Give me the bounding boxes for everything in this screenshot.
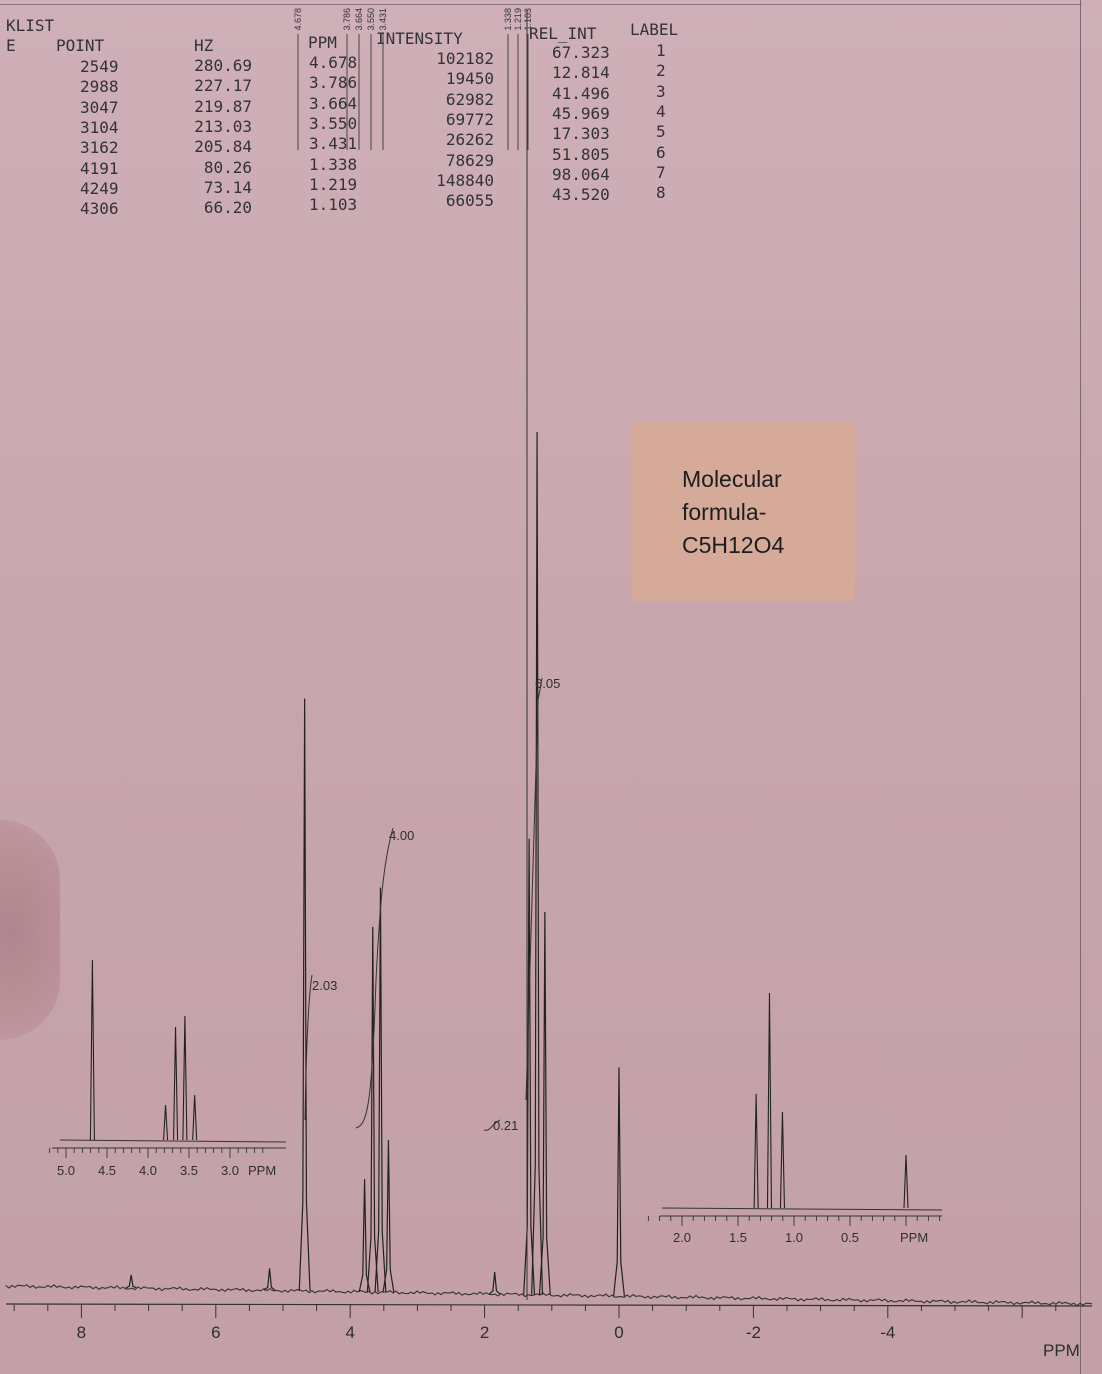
inset1-baseline	[60, 1140, 286, 1142]
spectrum-peak-6	[524, 839, 535, 1295]
peak-row-1-rel-int: 67.323	[552, 43, 610, 62]
peak-row-7-label: 7	[656, 162, 666, 182]
spectrum-peak-11	[264, 1268, 275, 1290]
peak-row-6-label: 6	[656, 142, 666, 162]
peak-row-8-hz: 66.20	[203, 198, 252, 218]
inset2-peak-3	[780, 1112, 784, 1208]
peaklist-title: KLIST	[6, 16, 55, 35]
peak-row-7-ppm: 1.219	[309, 174, 358, 194]
inset1-tick-label: 5.0	[56, 1163, 76, 1178]
peak-row-8-intensity: 66055	[445, 191, 494, 211]
spectrum-peak-9	[614, 1067, 625, 1296]
peak-row-6-rel-int: 51.805	[552, 144, 610, 164]
peak-row-1-ppm: 4.678	[309, 53, 358, 72]
peak-row-3-ppm: 3.664	[309, 93, 358, 113]
peak-row-8-label: 8	[656, 183, 666, 203]
peak-pick-tick-label-2: 3.786	[342, 8, 352, 31]
x-tick-label-minus4: -4	[880, 1323, 896, 1342]
x-axis-line	[6, 1304, 1092, 1306]
col-header-rel-int: REL_INT	[529, 24, 597, 43]
peak-pick-tick-label-5: 3.431	[378, 8, 388, 31]
spectrum-peak-10	[126, 1275, 137, 1288]
peak-row-1-intensity: 102182	[436, 49, 494, 68]
peak-row-7-hz: 73.14	[203, 177, 252, 197]
inset1-peak-4	[183, 1016, 187, 1140]
peak-pick-tick-label-4: 3.550	[366, 8, 376, 31]
col-header-ppm: PPM	[308, 33, 337, 52]
peaklist-title-fragment: E	[6, 36, 16, 55]
peak-row-4-label: 4	[656, 101, 666, 121]
peak-row-8-point: 4306	[80, 199, 119, 219]
inset2-baseline	[662, 1208, 942, 1210]
peak-row-2-rel-int: 12.814	[552, 63, 610, 83]
peak-row-5-point: 3162	[80, 138, 119, 158]
spectrum-peak-1	[299, 699, 310, 1291]
integral-label-4: 6.05	[535, 676, 561, 691]
x-tick-label-minus2: -2	[745, 1323, 761, 1342]
x-axis-label: PPM	[1043, 1341, 1080, 1360]
inset2-peak-2	[767, 993, 771, 1208]
integral-label-2: 4.00	[389, 828, 415, 843]
inset1-tick-label: 3.0	[220, 1163, 240, 1178]
peak-row-4-intensity: 69772	[445, 109, 494, 129]
peak-row-3-label: 3	[656, 81, 666, 101]
x-tick-label-4: 4	[345, 1323, 355, 1342]
integral-curve-2	[356, 828, 393, 1128]
peak-row-5-intensity: 26262	[445, 130, 494, 150]
x-tick-label-6: 6	[211, 1323, 221, 1342]
inset2-peak-4	[904, 1155, 908, 1208]
peak-row-4-hz: 213.03	[194, 116, 252, 136]
inset2-tick-label: 1.0	[784, 1230, 804, 1245]
peak-row-2-ppm: 3.786	[309, 73, 358, 93]
peak-row-1-point: 2549	[80, 57, 119, 76]
inset1-peak-1	[90, 960, 94, 1140]
spectrum-peak-4	[375, 888, 386, 1293]
col-header-hz: HZ	[194, 36, 214, 55]
inset2-tick-label: 1.5	[728, 1230, 748, 1245]
peak-row-4-rel-int: 45.969	[552, 103, 610, 123]
col-header-intensity: INTENSITY	[376, 29, 463, 48]
peak-pick-tick-label-7: 1.219	[513, 8, 523, 31]
x-tick-label-2: 2	[479, 1323, 490, 1342]
peak-row-2-intensity: 19450	[445, 69, 494, 89]
peak-row-3-rel-int: 41.496	[552, 83, 610, 103]
spectrum-baseline	[6, 1285, 1092, 1306]
inset2-axis-label: PPM	[900, 1230, 929, 1245]
x-tick-label-0: 0	[614, 1323, 624, 1342]
peak-row-6-point: 4191	[80, 158, 119, 178]
peak-row-5-label: 5	[656, 122, 666, 142]
spectrum-peak-12	[489, 1272, 500, 1294]
peak-row-5-hz: 205.84	[194, 137, 252, 157]
peak-pick-tick-label-3: 3.664	[354, 8, 364, 31]
inset1-peak-5	[193, 1095, 197, 1140]
peak-row-1-hz: 280.69	[194, 56, 252, 75]
inset1-axis-label: PPM	[248, 1163, 277, 1178]
peak-row-5-rel-int: 17.303	[552, 124, 610, 144]
peak-row-3-hz: 219.87	[194, 96, 252, 116]
inset2-tick-label: 2.0	[672, 1230, 692, 1245]
peak-row-8-rel-int: 43.520	[552, 185, 610, 205]
peak-row-6-ppm: 1.338	[309, 154, 358, 174]
peak-row-8-ppm: 1.103	[309, 195, 358, 215]
peak-row-7-point: 4249	[80, 178, 119, 198]
peak-row-3-point: 3047	[80, 97, 119, 117]
peak-pick-tick-label-1: 4.678	[293, 8, 303, 31]
inset1-peak-2	[164, 1105, 168, 1140]
integral-label-3: 0.21	[493, 1118, 519, 1133]
inset1-tick-label: 3.5	[179, 1163, 199, 1178]
peak-row-2-hz: 227.17	[194, 76, 252, 96]
inset2-peak-1	[754, 1094, 758, 1208]
integral-label-1: 2.03	[312, 978, 338, 993]
peak-row-3-intensity: 62982	[445, 89, 494, 109]
col-header-label: LABEL	[630, 20, 679, 39]
peak-row-2-label: 2	[656, 61, 666, 81]
inset1-tick-label: 4.5	[97, 1163, 117, 1178]
peak-row-5-ppm: 3.431	[309, 134, 358, 154]
col-header-point: POINT	[56, 36, 105, 55]
inset1-peak-3	[174, 1027, 178, 1140]
peak-pick-tick-label-6: 1.338	[503, 8, 513, 31]
peak-row-6-intensity: 78629	[445, 150, 494, 170]
peak-row-4-ppm: 3.550	[309, 113, 358, 133]
peak-row-7-rel-int: 98.064	[552, 164, 610, 184]
peak-row-7-intensity: 148840	[436, 170, 494, 190]
peak-row-4-point: 3104	[80, 117, 119, 137]
inset2-tick-label: 0.5	[840, 1230, 860, 1245]
peak-row-2-point: 2988	[80, 77, 119, 97]
spectrum-peak-3	[367, 927, 378, 1292]
peak-pick-tick-label-8: 1.103	[523, 8, 533, 31]
inset1-tick-label: 4.0	[138, 1163, 158, 1178]
x-tick-label-8: 8	[76, 1323, 87, 1342]
peak-row-1-label: 1	[656, 41, 666, 60]
molecular-formula-text: Molecular formula- C5H12O4	[682, 466, 785, 558]
peak-row-6-hz: 80.26	[203, 157, 252, 177]
